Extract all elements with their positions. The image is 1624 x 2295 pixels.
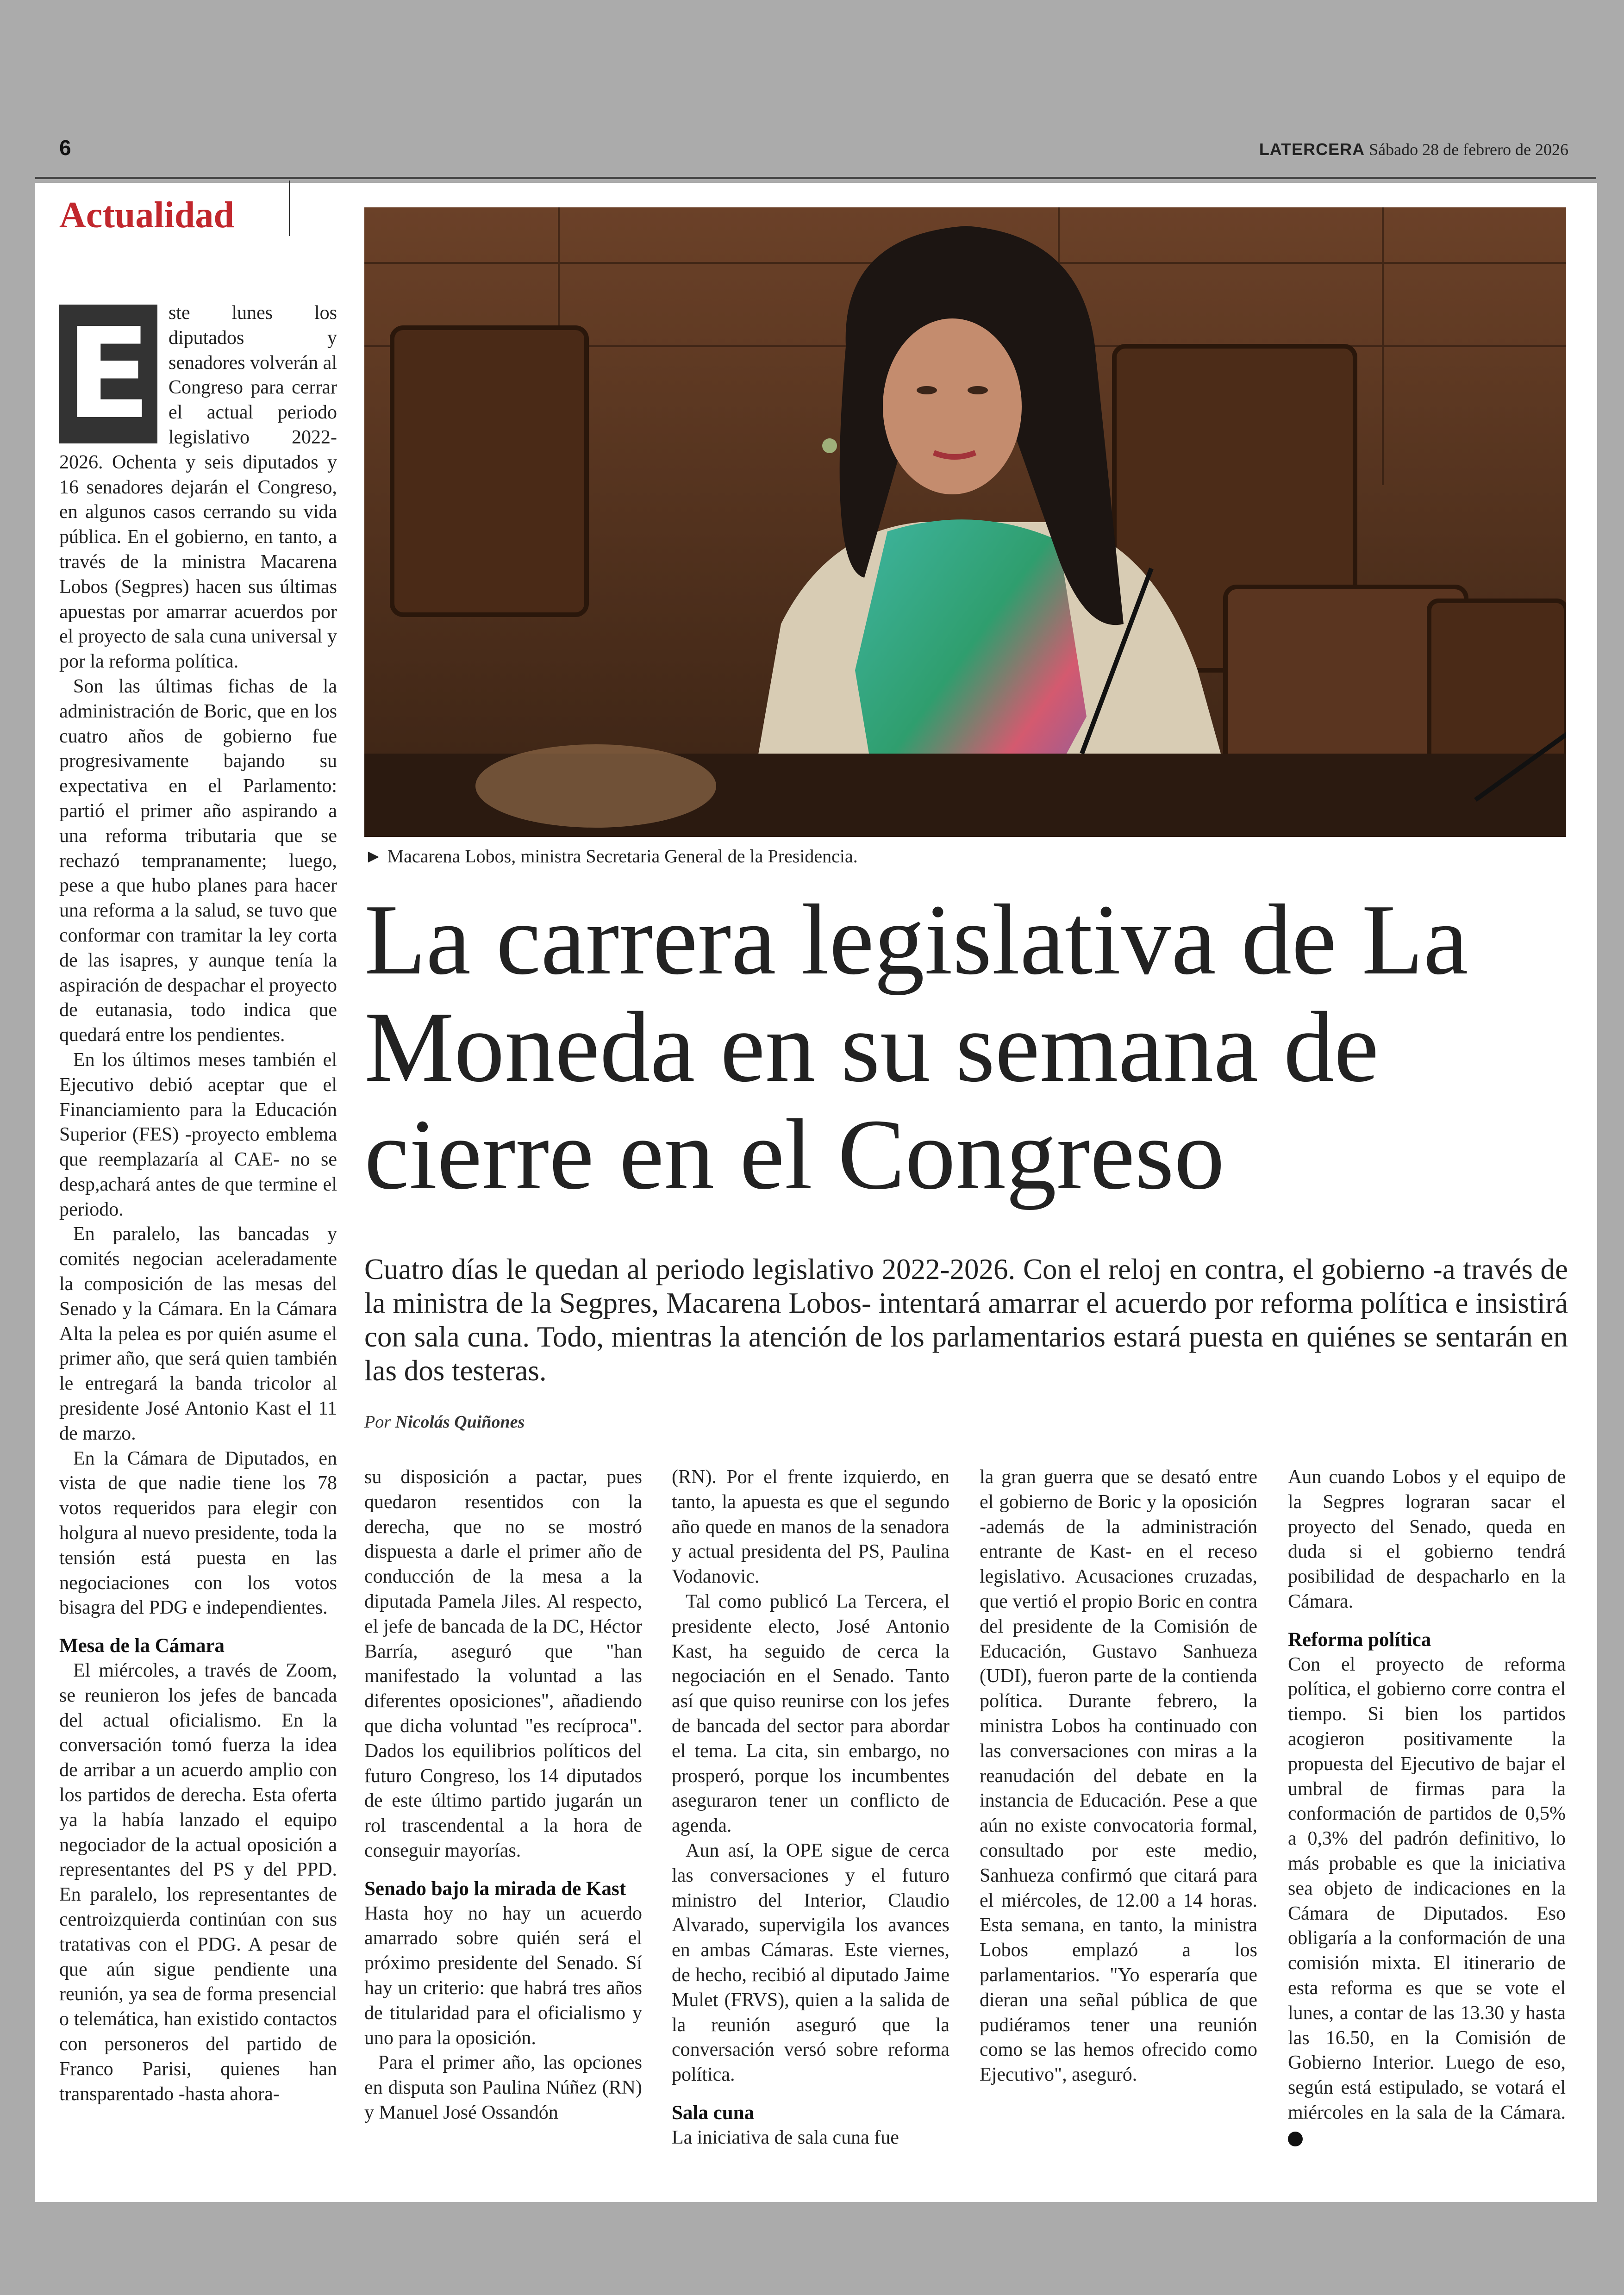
paragraph: La iniciativa de sala cuna fue	[672, 2127, 899, 2148]
paragraph: Aun así, la OPE sigue de cerca las conversaciones y el futuro ministro del Interior, Claudio Alvarado, supervigila los avances en ambas Cámaras. Este viernes, de hecho, recibió al diputado Jaime Mulet (FRVS), quien a la salida de la reunión aseguró que la conversación versó sobre reforma política.	[672, 1840, 949, 2086]
paragraph: Para el primer año, las opciones en disputa son Paulina Núñez (RN) y Manuel José Ossandón	[364, 2052, 642, 2123]
paragraph: Aun cuando Lobos y el equipo de la Segpres lograran sacar el proyecto del Senado, queda en duda si el gobierno tendrá posibilidad de despacharlo en la Cámara.	[1288, 1466, 1566, 1612]
newspaper-brand: LATERCERA	[1259, 140, 1365, 159]
subheading-mesa: Mesa de la Cámara	[59, 1635, 225, 1657]
article-column-3	[672, 1465, 949, 2151]
masthead	[1259, 140, 1568, 159]
paragraph: Hasta hoy no hay un acuerdo amarrado sobre quién será el próximo presidente del Senado. Sí hay un criterio: que habrá tres años de titularidad para el oficialismo y uno para la oposición.	[364, 1902, 642, 2049]
paragraph: Son las últimas fichas de la administración de Boric, que en los cuatro años de gobierno fue progresivamente bajando su expectativa en el Parlamento: partió el primer año aspirando a una reforma tributaria que se rechazó tempranamente; luego, pese a que hubo planes para hacer una reforma a la salud, se tuvo que conformar con tramitar la ley corta de las isapres, y aunque tenía la aspiración de despachar el proyecto de eutanasia, todo indica que quedará entre los pendientes.	[59, 675, 337, 1046]
article-column-1	[59, 301, 337, 2107]
page-number: 6	[59, 136, 71, 160]
subheading-sala-cuna: Sala cuna	[672, 2102, 755, 2124]
paragraph: El miércoles, a través de Zoom, se reunieron los jefes de bancada del actual oficialismo. En la conversación tomó fuerza la idea de arribar a un acuerdo amplio con los partidos de derecha. Esta oferta ya la había lanzado el equipo negociador de la actual oposición a representantes del PS y del PPD. En paralelo, los representantes de centroizquierda continúan con sus tratativas con el PDG. A pesar de que aún sigue pendiente una reunión, ya sea de forma presencial o telemática, han existido contactos con personeros del partido de Franco Parisi, quienes han transparentado -hasta ahora-	[59, 1660, 337, 2105]
paragraph-text: Con el proyecto de reforma política, el gobierno corre contra el tiempo. Si bien los partidos acogieron positivamente la propuesta del Ejecutivo de bajar el umbral de firmas para la conformación de partidos de 0,5% a 0,3% del padrón definitivo, lo más probable es que la iniciativa sea objeto de indicaciones en la Cámara de Diputados. Eso obligaría a la conformación de una comisión mixta. El itinerario de esta reforma es que se vote el lunes, a contar de las 13.30 y hasta las 16.50, en la Comisión de Gobierno Interior. Luego de eso, según está estipulado, se votará el miércoles en la sala de la Cámara.	[1288, 1653, 1566, 2123]
main-photo	[364, 207, 1566, 837]
article-deck: Cuatro días le quedan al periodo legislativo 2022-2026. Con el reloj en contra, el gobierno -a través de la ministra de la Segpres, Macarena Lobos- intentará amarrar el acuerdo por reforma política e insistirá con sala cuna. Todo, mientras la atención de los parlamentarios estará puesta en quiénes se sentarán en las dos testeras.	[364, 1253, 1568, 1387]
headline: La carrera legislativa de La Moneda en su semana de cierre en el Congreso	[364, 884, 1468, 1210]
subheading-senado: Senado bajo la mirada de Kast	[364, 1877, 626, 1900]
subheading-reforma: Reforma política	[1288, 1628, 1431, 1651]
article-column-5	[1288, 1465, 1566, 2151]
paragraph: ste lunes los diputados y senadores volverán al Congreso para cerrar el actual periodo legislativo 2022-2026. Ochenta y seis diputados y 16 senadores dejarán el Congreso, en algunos casos cerrando su vida pública. En el gobierno, en tanto, a través de la ministra Macarena Lobos (Segpres) hacen sus últimas apuestas por amarrar acuerdos por el proyecto de sala cuna universal y por la reforma política.	[59, 302, 337, 673]
paragraph	[1288, 1653, 1566, 2151]
paragraph: En la Cámara de Diputados, en vista de que nadie tiene los 78 votos requeridos para elegir con holgura al nuevo presidente, toda la tensión está puesta en las negociaciones con los votos bisagra del PDG e independientes.	[59, 1447, 337, 1619]
paragraph: la gran guerra que se desató entre el gobierno de Boric y la oposición -además de la administración entrante de Kast- en el receso legislativo. Acusaciones cruzadas, que vertió el propio Boric en contra del presidente de la Comisión de Educación, Gustavo Sanhueza (UDI), fueron parte de la contienda política. Durante febrero, la ministra Lobos ha continuado con las conversaciones con miras a la reanudación del debate en la instancia de Educación. Pese a que aún no existe convocatoria formal, consultado por este medio, Sanhueza confirmó que citará para el miércoles, de 12.00 a 14 horas. Esta semana, en tanto, la ministra Lobos emplazó a los parlamentarios. "Yo esperaría que dieran una señal pública de que pudiéramos tener una reunión como se las hemos ofrecido como Ejecutivo", aseguró.	[980, 1466, 1257, 2086]
section-divider	[289, 181, 290, 236]
article-column-2	[364, 1465, 642, 2126]
dropcap: E	[59, 305, 157, 443]
paragraph: En paralelo, las bancadas y comités negocian aceleradamente la composición de las mesas del Senado y la Cámara. En la Cámara Alta la pelea es por quién asume el primer año, que será quien también le entregará la banda tricolor al presidente José Antonio Kast el 11 de marzo.	[59, 1223, 337, 1444]
issue-date: Sábado 28 de febrero de 2026	[1369, 140, 1568, 159]
byline	[364, 1412, 525, 1432]
paragraph: (RN). Por el frente izquierdo, en tanto, la apuesta es que el segundo año quede en manos de la senadora y actual presidenta del PS, Paulina Vodanovic.	[672, 1466, 949, 1588]
byline-prefix: Por	[364, 1412, 391, 1432]
photo-caption: ► Macarena Lobos, ministra Secretaria General de la Presidencia.	[364, 846, 858, 867]
paragraph: Tal como publicó La Tercera, el presidente electo, José Antonio Kast, ha seguido de cerca la negociación en el Senado. Tanto así que quiso reunirse con los jefes de bancada del sector para abordar el tema. La cita, sin embargo, no prosperó, porque los incumbentes aseguraron tener un conflicto de agenda.	[672, 1590, 949, 1837]
paragraph: En los últimos meses también el Ejecutivo debió aceptar que el Financiamiento para la Educación Superior (FES) -proyecto emblema que reemplazaría al CAE- no se desp,achará antes de que termine el periodo.	[59, 1049, 337, 1220]
article-column-4	[980, 1465, 1257, 2088]
paragraph: su disposición a pactar, pues quedaron resentidos con la derecha, que no se mostró dispuesta a darle el primer año de conducción de la mesa a la diputada Pamela Jiles. Al respecto, el jefe de bancada de la DC, Héctor Barría, aseguró que "han manifestado la voluntad a las diferentes oposiciones", añadiendo que dicha voluntad "es recíproca". Dados los equilibrios políticos del futuro Congreso, los 14 diputados de este último partido jugarán un rol trascendental a la hora de conseguir mayorías.	[364, 1466, 642, 1861]
header-rule	[35, 177, 1596, 179]
photo-illustration	[364, 207, 1566, 837]
byline-author: Nicolás Quiñones	[395, 1412, 525, 1432]
end-mark-icon	[1288, 2132, 1303, 2146]
section-label: Actualidad	[59, 195, 234, 236]
